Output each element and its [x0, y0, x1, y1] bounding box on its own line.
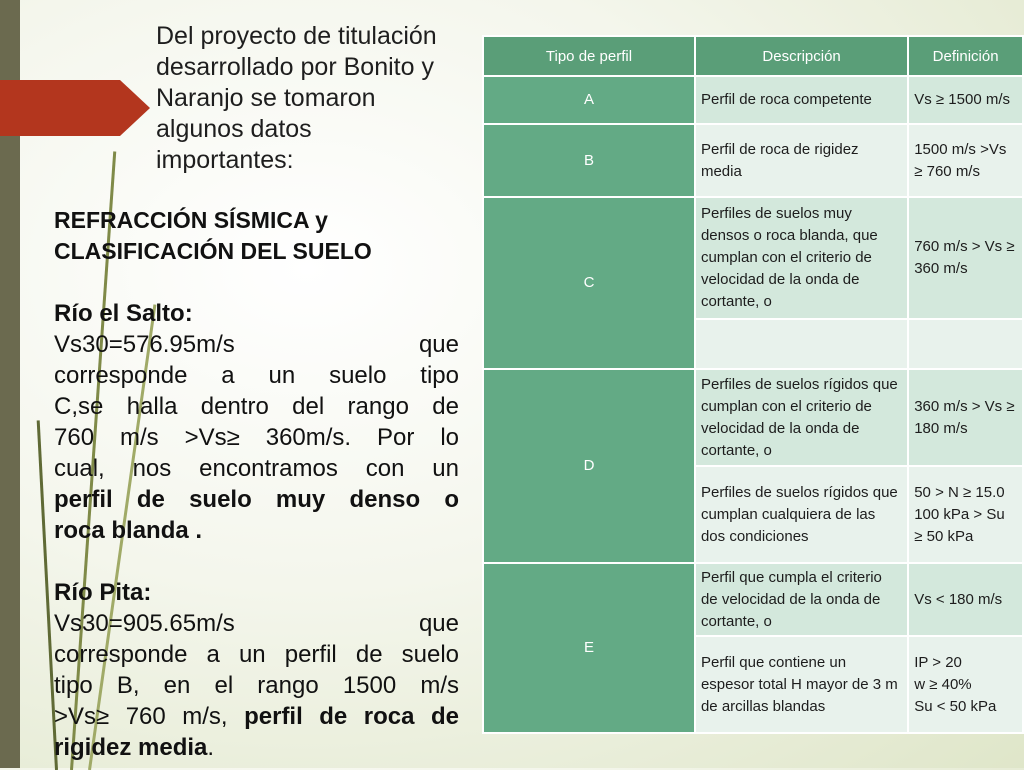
- intro-text: Del proyecto de titulación desarrollado por Bonito y Naranjo se tomaron algunos datos importantes:: [156, 22, 437, 174]
- description-cell: Perfil de roca competente: [695, 76, 908, 124]
- header-definicion: Definición: [908, 36, 1023, 76]
- description-cell: Perfil que contiene un espesor total H mayor de 3 m de arcillas blandas: [695, 636, 908, 733]
- table-row: [483, 563, 1023, 636]
- table-row: [483, 76, 1023, 124]
- description-cell: Perfiles de suelos rígidos que cumplan cualquiera de las dos condiciones: [695, 466, 908, 563]
- table-row: [483, 197, 1023, 319]
- rio-pita-block: Río Pita: Vs30=905.65m/s que corresponde a un perfil de suelo tipo B, en el rango 1500 m/s >Vs≥ 760 m/s, perfil de roca de rigidez media.: [54, 579, 460, 761]
- red-arrow-shape: [0, 80, 150, 136]
- definition-cell: Vs < 180 m/s: [908, 563, 1023, 636]
- profile-type-cell: C: [483, 197, 695, 369]
- rio-salto-title: Río el Salto:: [54, 300, 193, 327]
- section-heading: REFRACCIÓN SÍSMICA y CLASIFICACIÓN DEL SUELO: [54, 207, 372, 264]
- definition-cell: 1500 m/s >Vs ≥ 760 m/s: [908, 124, 1023, 197]
- definition-cell: 50 > N ≥ 15.0 100 kPa > Su ≥ 50 kPa: [908, 466, 1023, 563]
- definition-cell: Vs ≥ 1500 m/s: [908, 76, 1023, 124]
- description-cell: Perfiles de suelos rígidos que cumplan con el criterio de velocidad de la onda de cortante, o: [695, 369, 908, 466]
- description-cell: Perfiles de suelos muy densos o roca blanda, que cumplan con el criterio de velocidad de la onda de cortante, o: [695, 197, 908, 319]
- empty-cell: [908, 319, 1023, 369]
- table-row: [483, 124, 1023, 197]
- profile-type-cell: D: [483, 369, 695, 563]
- soil-profile-table: [482, 35, 1024, 734]
- table-row: [483, 369, 1023, 466]
- empty-cell: [695, 319, 908, 369]
- table-header-row: [483, 36, 1023, 76]
- definition-cell: 360 m/s > Vs ≥ 180 m/s: [908, 369, 1023, 466]
- profile-type-cell: A: [483, 76, 695, 124]
- definition-cell: IP > 20 w ≥ 40% Su < 50 kPa: [908, 636, 1023, 733]
- definition-cell: 760 m/s > Vs ≥ 360 m/s: [908, 197, 1023, 319]
- description-cell: Perfil de roca de rigidez media: [695, 124, 908, 197]
- rio-pita-conclusion: perfil de roca de: [244, 703, 460, 730]
- rio-pita-title: Río Pita:: [54, 579, 152, 606]
- rio-salto-conclusion: perfil de suelo muy denso o: [54, 486, 459, 513]
- rio-salto-block: Río el Salto: Vs30=576.95m/s que corresponde a un suelo tipo C,se halla dentro del rango de 760 m/s >Vs≥ 360m/s. Por lo cual, nos encontramos con un perfil de suelo muy denso o roca blanda .: [54, 300, 459, 544]
- profile-type-cell: B: [483, 124, 695, 197]
- header-tipo-perfil: Tipo de perfil: [483, 36, 695, 76]
- profile-type-cell: E: [483, 563, 695, 733]
- header-descripcion: Descripción: [695, 36, 908, 76]
- description-cell: Perfil que cumpla el criterio de velocidad de la onda de cortante, o: [695, 563, 908, 636]
- body-text: [54, 205, 459, 763]
